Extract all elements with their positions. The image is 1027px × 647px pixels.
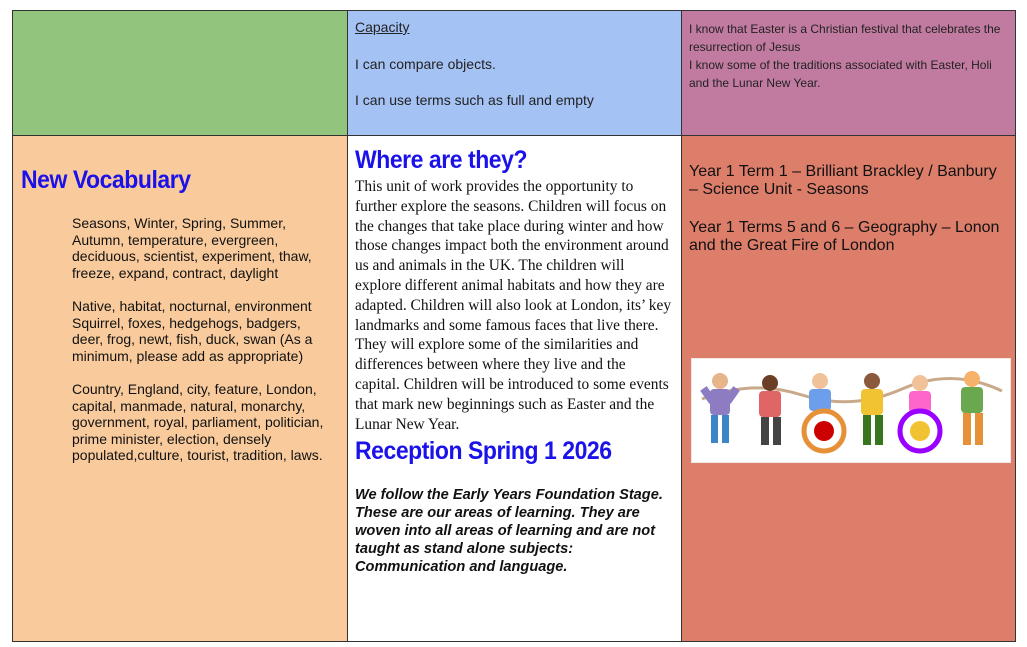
capacity-objective: I can use terms such as full and empty	[355, 92, 594, 108]
unit-description: This unit of work provides the opportunity to further explore the seasons. Children will focus on the changes that take place during winter and how those changes impact both the environment around us and animals in the UK. The children will explore different animal habitats and how they are adapted. Children will also look at London, its’ key landmarks and some famous faces that live there. They will explore some of the similarities and differences between where they live and the capital. Children will be introduced to some events that mark new beginnings such as Easter and the Lunar New Year.	[355, 178, 672, 433]
eyfs-statement	[355, 486, 674, 576]
capacity-cell	[348, 11, 681, 135]
link-unit: Year 1 Term 1 – Brilliant Brackley / Banbury – Science Unit - Seasons	[689, 163, 997, 198]
vocabulary-list: Seasons, Winter, Spring, Summer, Autumn, temperature, evergreen, deciduous, scientist, experiment, thaw, freeze, expand, contract, daylight	[72, 215, 312, 281]
curriculum-table	[12, 10, 1016, 642]
re-cell	[682, 11, 1015, 135]
unit-overview-cell	[348, 136, 681, 641]
diverse-children-holding-hands-illustration-icon	[692, 359, 1010, 462]
re-objective: I know some of the traditions associated with Easter, Holi and the Lunar New Year.	[689, 58, 992, 90]
capacity-objective: I can compare objects.	[355, 56, 496, 72]
eyfs-area: Communication and language.	[355, 559, 568, 576]
re-objective: I know that Easter is a Christian festival that celebrates the resurrection of Jesus	[689, 22, 1001, 54]
vocabulary-heading: New Vocabulary	[21, 166, 191, 194]
term-heading: Reception Spring 1 2026	[355, 437, 612, 466]
vocabulary-list: Country, England, city, feature, London, capital, manmade, natural, monarchy, government, royal, parliament, politician, prime minister, election, densely populated,culture, tourist, tradition, laws.	[72, 381, 324, 463]
green-cell	[13, 11, 347, 135]
link-unit: Year 1 Terms 5 and 6 – Geography – Lonon and the Great Fire of London	[689, 219, 1000, 254]
links-cell	[682, 136, 1015, 641]
eyfs-text: We follow the Early Years Foundation Stage. These are our areas of learning. They are woven into all areas of learning and are not taught as stand alone subjects:	[355, 487, 663, 558]
vocabulary-list: Native, habitat, nocturnal, environment Squirrel, foxes, hedgehogs, badgers, deer, frog, newt, fish, duck, swan (As a minimum, please add as appropriate)	[72, 298, 313, 364]
capacity-title: Capacity	[355, 19, 410, 35]
vocabulary-cell	[13, 136, 347, 641]
children-illustration	[691, 358, 1011, 463]
unit-heading: Where are they?	[355, 146, 528, 174]
